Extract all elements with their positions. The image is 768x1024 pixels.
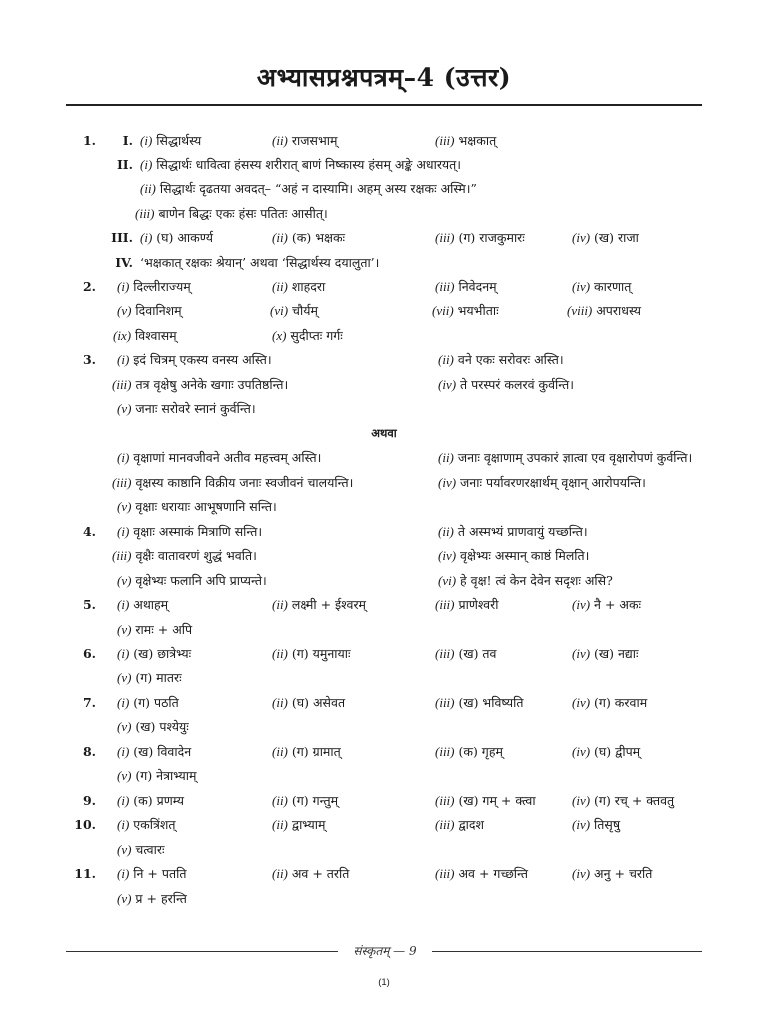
question-number: 7. [82,695,96,710]
answer-item [438,450,692,466]
answer-item [117,817,176,833]
answer-text: ‘भक्षकात् रक्षकः श्रेयान्’ अथवा ‘सिद्धार्थस्य दयालुता’। [140,255,380,270]
answer-text: नि + पतति [133,866,187,881]
item-numeral: (v) [117,303,132,318]
item-numeral: (iii) [435,597,455,612]
question-number: 11. [74,866,96,881]
answer-text: वृक्षैः वातावरणं शुद्धं भवति। [135,548,257,563]
item-numeral: (ii) [272,230,288,245]
item-numeral: (i) [117,524,130,539]
question-number: 4. [82,524,96,539]
answer-item [117,279,191,295]
answer-item [117,719,189,735]
answer-text: तत्र वृक्षेषु अनेके खगाः उपतिष्ठन्ति। [135,377,289,392]
answer-item [438,352,564,368]
answer-item [435,817,484,833]
answer-item [435,866,528,882]
item-numeral: (i) [117,450,130,465]
answer-text: ते परस्परं कलरवं कुर्वन्ति। [460,377,575,392]
answer-text: दिवानिशम् [135,303,182,318]
item-numeral: (vii) [432,303,454,318]
item-numeral: (ii) [438,450,454,465]
answer-text: भक्षकात् [458,133,497,148]
item-numeral: (i) [117,695,130,710]
item-numeral: (iv) [572,744,591,759]
answer-text: (क) भक्षकः [291,230,346,245]
answer-text: (ग) नेत्राभ्याम् [135,768,197,783]
answer-text: जनाः पर्यावरणरक्षार्थम् वृक्षान् आरोपयन्ति। [460,475,646,490]
answer-text: (क) प्रणम्य [133,793,185,808]
answer-item [117,646,191,662]
answer-text: (ख) नद्याः [594,646,639,661]
answer-item [140,230,213,246]
item-numeral: (i) [140,133,153,148]
item-numeral: (i) [140,230,153,245]
item-numeral: (iv) [572,866,591,881]
item-numeral: (v) [117,670,132,685]
answer-text: वृक्षस्य काष्ठानि विक्रीय जनाः स्वजीवनं चालयन्ति। [135,475,354,490]
answer-item [572,597,641,613]
sub-question-label: II. [116,157,133,172]
answer-item [117,768,196,784]
item-numeral: (iv) [572,817,591,832]
answer-item [112,548,257,564]
item-numeral: (ii) [272,695,288,710]
question-number: 3. [82,352,96,367]
answer-item [140,255,379,271]
answer-text: (ख) पश्येयुः [135,719,189,734]
answer-text: द्वादश [458,817,485,832]
item-numeral: (v) [117,401,132,416]
answer-text: तिसृषु [594,817,621,832]
item-numeral: (iii) [435,866,455,881]
answer-text: (ग) रच् + क्तवतु [594,793,675,808]
item-numeral: (iii) [435,646,455,661]
item-numeral: (ii) [438,352,454,367]
answer-item [117,793,184,809]
answer-item [272,646,351,662]
answer-item [572,744,640,760]
answer-item [572,695,647,711]
item-numeral: (v) [117,768,132,783]
item-numeral: (ii) [272,133,288,148]
answer-item [112,475,353,491]
answer-item [572,793,674,809]
answer-text: (घ) द्वीपम् [594,744,641,759]
item-numeral: (iii) [435,279,455,294]
answer-item [272,793,338,809]
item-numeral: (iv) [572,646,591,661]
answer-item [438,548,589,564]
item-numeral: (ii) [272,793,288,808]
item-numeral: (v) [117,622,132,637]
answer-item [270,303,318,319]
answer-item [572,866,652,882]
answer-text: (ख) राजा [594,230,639,245]
answer-item [272,597,366,613]
item-numeral: (i) [117,279,130,294]
answer-text: अनु + चरति [594,866,653,881]
answer-item [272,230,345,246]
answer-item [117,866,186,882]
sub-question-label: I. [122,133,133,148]
answer-item [135,206,328,222]
answer-item [435,744,503,760]
item-numeral: (iv) [572,279,591,294]
answer-text: निवेदनम् [458,279,497,294]
answer-item [117,573,267,589]
answer-text: (ग) गन्तुम् [291,793,339,808]
answer-text: बाणेन बिद्धः एकः हंसः पतितः आसीत्। [158,206,328,221]
answer-text: (ख) विवादेन [133,744,192,759]
sub-question-label: III. [111,230,133,245]
item-numeral: (ii) [272,597,288,612]
footer-subject: संस्कृतम् — 9 [353,944,417,958]
answer-text: चत्वारः [135,842,165,857]
item-numeral: (v) [117,573,132,588]
item-numeral: (iv) [438,475,457,490]
item-numeral: (iv) [572,695,591,710]
title-rule [66,104,702,106]
item-numeral: (i) [117,817,130,832]
answer-item [435,793,536,809]
item-numeral: (i) [117,597,130,612]
answer-text: (ग) राजकुमारः [458,230,525,245]
answer-item [140,157,461,173]
item-numeral: (ii) [272,646,288,661]
answer-item [435,646,497,662]
answer-item [438,377,574,393]
item-numeral: (iii) [112,377,132,392]
item-numeral: (iv) [572,230,591,245]
item-numeral: (iii) [435,744,455,759]
answer-text: लक्ष्मी + ईश्वरम् [291,597,367,612]
answer-item [140,133,201,149]
answer-item [432,303,499,319]
answer-item [117,597,168,613]
answer-text: शाहदरा [291,279,326,294]
answer-text: वने एकः सरोवरः अस्ति। [457,352,564,367]
item-numeral: (i) [117,646,130,661]
item-numeral: (iii) [135,206,155,221]
answer-text: (ख) गम् + क्त्वा [458,793,536,808]
item-numeral: (vi) [438,573,457,588]
answer-item [272,866,349,882]
question-number: 8. [82,744,96,759]
answer-item [272,328,343,344]
item-numeral: (v) [117,719,132,734]
answer-item [435,230,525,246]
item-numeral: (v) [117,842,132,857]
item-numeral: (ii) [140,181,156,196]
answer-text: (ख) छात्रेभ्यः [133,646,192,661]
answer-item [572,230,639,246]
answer-text: वृक्षाः धरायाः आभूषणानि सन्ति। [135,499,277,514]
answer-text: अपराधस्य [596,303,642,318]
answer-text: रामः + अपि [135,622,193,637]
item-numeral: (x) [272,328,287,343]
answer-text: जनाः वृक्षाणाम् उपकारं ज्ञात्वा एव वृक्षारोपणं कुर्वन्ति। [457,450,693,465]
answer-text: अव + गच्छन्ति [458,866,529,881]
answer-text: (ख) भविष्यति [458,695,524,710]
answer-text: (ग) पठति [133,695,179,710]
answer-item [572,817,620,833]
answer-text: (ग) यमुनायाः [291,646,351,661]
answer-text: जनाः सरोवरे स्नानं कुर्वन्ति। [135,401,256,416]
answer-item [272,817,325,833]
answer-text: (ख) तव [458,646,497,661]
answer-text: प्र + हरन्ति [135,891,187,906]
item-numeral: (v) [117,891,132,906]
item-numeral: (iii) [112,548,132,563]
answer-item [435,695,523,711]
answer-item [117,744,191,760]
answer-item [435,133,496,149]
answer-text: कारणात् [594,279,632,294]
answer-text: राजसभाम् [291,133,338,148]
question-number: 1. [82,133,96,148]
question-number: 9. [82,793,96,808]
item-numeral: (i) [117,744,130,759]
answer-item [117,401,256,417]
answer-item [140,181,477,197]
question-number: 2. [82,279,96,294]
answer-item [113,328,177,344]
item-numeral: (ix) [113,328,132,343]
answer-text: (ग) मातरः [135,670,182,685]
answer-text: वृक्षाणां मानवजीवने अतीव महत्त्वम् अस्ति। [133,450,322,465]
answer-item [117,891,187,907]
item-numeral: (iv) [438,377,457,392]
answer-item [272,744,341,760]
item-numeral: (viii) [567,303,593,318]
answer-text: वृक्षेभ्यः अस्मान् काष्ठं मिलति। [460,548,590,563]
answer-item [272,279,325,295]
footer-rule-left [66,951,338,952]
answer-item [572,646,639,662]
answer-text: अथाहम् [133,597,169,612]
answer-item [117,842,165,858]
item-numeral: (i) [117,866,130,881]
item-numeral: (iii) [435,133,455,148]
item-numeral: (ii) [272,866,288,881]
answer-text: नै + अकः [594,597,642,612]
answer-item [438,475,646,491]
answer-text: (ग) करवाम [594,695,648,710]
item-numeral: (i) [117,352,130,367]
item-numeral: (iii) [435,793,455,808]
answer-item [117,499,277,515]
item-numeral: (iii) [112,475,132,490]
answer-text: (घ) असेवत [291,695,346,710]
answer-text: (घ) आकर्ण्य [156,230,213,245]
item-numeral: (iii) [435,695,455,710]
item-numeral: (iii) [435,230,455,245]
item-numeral: (iv) [438,548,457,563]
answer-text: दिल्लीराज्यम् [133,279,191,294]
answer-item [435,597,499,613]
answer-item [117,352,272,368]
answer-item [567,303,641,319]
answer-text: अव + तरति [291,866,350,881]
answer-item [112,377,288,393]
item-numeral: (vi) [270,303,289,318]
answer-text: सिद्धार्थः धावित्वा हंसस्य शरीरात् बाणं निष्कास्य हंसम् अङ्के अधारयत्। [156,157,462,172]
answer-text: द्वाभ्याम् [291,817,326,832]
athava-separator: अथवा [371,426,397,440]
answer-text: एकत्रिंशत् [133,817,176,832]
item-numeral: (ii) [272,279,288,294]
footer-rule-right [432,951,702,952]
answer-item [117,450,321,466]
answer-text: सिद्धार्थस्य [156,133,202,148]
answer-text: (ग) ग्रामात् [291,744,341,759]
answer-item [435,279,497,295]
answer-text: सिद्धार्थः दृढतया अवदत्– “अहं न दास्यामि। अहम् अस्य रक्षकः अस्मि।” [159,181,477,196]
answer-text: ते अस्मभ्यं प्राणवायुं यच्छन्ति। [457,524,588,539]
item-numeral: (iv) [572,793,591,808]
answer-item [272,133,337,149]
answer-text: विश्वासम् [135,328,177,343]
item-numeral: (ii) [272,744,288,759]
question-number: 10. [74,817,96,832]
answer-text: प्राणेश्वरी [458,597,499,612]
answer-item [272,695,345,711]
question-number: 5. [82,597,96,612]
page-title: अभ्यासप्रश्नपत्रम्–4 (उत्तर) [256,63,512,92]
answer-item [117,670,182,686]
page-number: (1) [378,977,390,988]
answer-item [117,524,262,540]
item-numeral: (iv) [572,597,591,612]
answer-text: हे वृक्ष! त्वं केन देवेन सदृशः असि? [460,573,613,588]
answer-item [117,303,182,319]
answer-text: वृक्षाः अस्माकं मित्राणि सन्ति। [133,524,263,539]
answer-text: चौर्यम् [292,303,318,318]
item-numeral: (ii) [438,524,454,539]
question-number: 6. [82,646,96,661]
answer-text: भयभीताः [457,303,499,318]
answer-text: वृक्षेभ्यः फलानि अपि प्राप्यन्ते। [135,573,267,588]
answer-text: इदं चित्रम् एकस्य वनस्य अस्ति। [133,352,272,367]
item-numeral: (i) [140,157,153,172]
answer-text: (क) गृहम् [458,744,503,759]
answer-text: सुदीप्तः गर्गः [290,328,343,343]
sub-question-label: IV. [115,255,133,270]
answer-item [572,279,631,295]
item-numeral: (i) [117,793,130,808]
answer-item [117,622,192,638]
item-numeral: (iii) [435,817,455,832]
answer-item [438,524,588,540]
answer-item [438,573,613,589]
item-numeral: (v) [117,499,132,514]
item-numeral: (ii) [272,817,288,832]
answer-item [117,695,179,711]
